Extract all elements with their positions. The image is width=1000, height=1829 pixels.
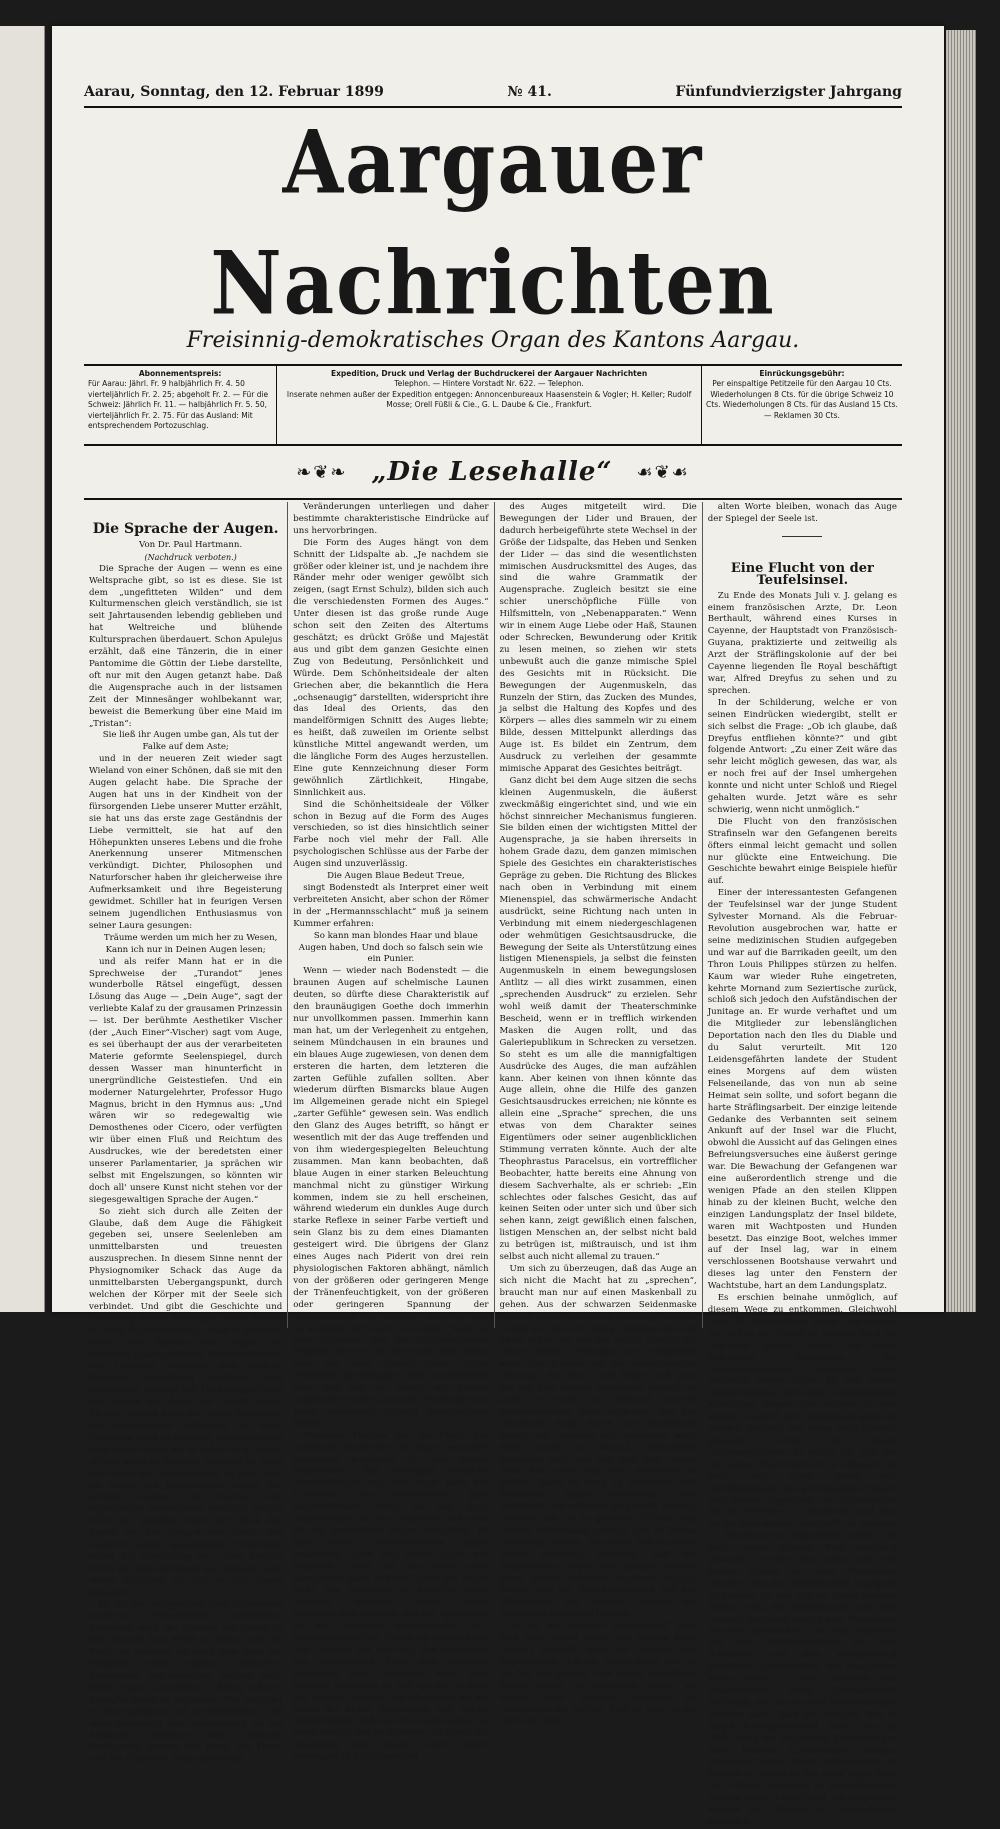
paragraph: und als reifer Mann hat er in die Sprechweise der „Turandot“ jenes wunderbolle Rätsel eingefügt, dessen Lösung das Auge — „Dein Auge“, sagt der verliebte Kalaf zu der grausamen Prinzessin — ist. Der berühmte Aesthetiker Vischer (der „Auch Einer“-Vischer) sagt vom Auge, es sei überhaupt der aus der verarbeiteten Materie geformte Seelenspiegel, durch dessen Wasser man hinunterficht in unergründliche Geistestiefen. Und ein moderner Naturgelehrter, Professor Hugo Magnus, bricht in den Hymnus aus: „Und wären wir so redegewaltig wie Demosthenes oder Cicero, oder verfügten wir über einen Fluß und Reichtum des Ausdruckes, wie der beredetsten einer unserer Parlamentarier, ja sprächen wir selbst mit Engelszungen, so könnten wir doch all' unsere Kunst nicht stehen vor der siegesgewaltigen Sprache der Augen.“ bbox=[89, 956, 283, 1205]
verse: So kann man blondes Haar und blaue Augen haben, Und doch so falsch sein wie ein Punier. bbox=[298, 930, 483, 965]
paragraph: Professor Magnus hat die Frage des seelischen Ausdruckes im Auge besonders eingehend behandelt. Er hat darauf hingewiesen, daß sozusagen seelische Ausstrahlungen aus dem Auge nach der Erkenntnis der Wissenschaft ganz ausgeschlossen seien, da das Auge ausschließlich als ein rezeptives und nicht als ein produktives Organ anzusehen. Er faßt seine Untersuchungen dahin zusammen, „daß das große Auge nur frahlende Feuer mit der Seele nicht aussprühen kann, daß die Pupille des Auges nicht das Mindeste zu schaffen habe, vielmehr lediglich durch einen physikalischen Vorgang, den der Spiegelung an der Hornhaut hervorgerufen sei.“ Dennoch schafft die Forschung hiermit nicht den Umstand aus der Welt, daß tatsächlich das menschliche Auge eine vielleicht manchmal nicht zweifellos klare aber dennoch gesetzlich zu und spricht; es stellt nur andere Zeichen und Merkmale an die Stelle der bisher beachteten. Der Irrtum besteht darin, daß man die Augen selbst zu lesen meinte, was in Wahrheit nur durch die Bewegung des Auges, sowie durch Bewegung in der Umgebung bbox=[293, 1430, 489, 1763]
paragraph: So hat die moderne Wissenschaft wohl dem Auge selbst etwas von seinem alten Nimbus geraubt, aber die Existenz der Augensprache hat sie eindrücklich nun, ja sie hat uns gelehrt, ihre schier unendliche Macht besser zu verstehen, indem sie erwies, über welchen Reichtum an Hilfsmitteln sie verfügt. Und so darf es mit Recht bei dem bbox=[499, 1621, 697, 1727]
expedition-phone: Telephon. — Hintere Vorstadt Nr. 622. — Telephon. bbox=[394, 379, 584, 389]
paragraph: Ganz dicht bei dem Auge sitzen die sechs kleinen Augenmuskeln, die äußerst zweckmäßig eingerichtet sind, und wie ein höchst sinnreicher Mechanismus fungieren. Sie bilden einen der wichtigsten Mittel der Augensprache, ja sie haben ihrerseits in hohem Grade dazu, dem ganzen mimischen Spiele des Gesichtes ein charakteristisches Gepräge zu geben. Die Richtung des Blickes nach oben in Verbindung mit einem Mienenspiel, das schwärmerische Andacht ausdrückt, seine Richtung nach unten in Verbindung mit einem niedergeschlagenen oder wehmütigen Gesichtsausdrucke, die Bewegung der Seite als Unterstützung eines listigen Mienenspiels, ja selbst die feinsten Augenmuskeln in einem bewegungslosen Antlitz — all dies wirkt zusammen, einen „sprechenden Ausdruck“ zu erzielen. Sehr wohl weiß damit der Theaterschminke Bescheid, wenn er in trefflich wirkenden Masken die Augen rollt, und das Galeriepublikum in Schrecken zu versetzen. So steht es um alle die mannigfaltigen Ausdrücke des Auges, die man aufzählen kann. Aber keinen von ihnen könnte das Auge allein, ohne die Hilfe des ganzen Gesichtsausdruckes erreichen; nie könnte es allein eine „Sprache“ sprechen, die uns etwas von dem Charakter seines Eigentümers oder seiner augenblicklichen Stimmung verraten könnte. Auch der alte Theophrastus Paracelsus, ein vortrefflicher Beobachter, hatte bereits eine Ahnung von diesem Sachverhalte, als er schrieb: „Ein schlechtes oder falsches Gesicht, das auf keinen Seiten oder unter sich und über sich sehen kann, zeigt gewißlich einen falschen, listigen Menschen an, der selbst nicht bald zu betrügen ist, mißtrauisch, und ist ihm selbst auch nicht allemal zu trauen.“ bbox=[499, 775, 697, 1263]
paragraph: In der Schilderung, welche er von seinen Eindrücken wiedergibt, stellt er sich selbst die Frage: „Ob ich glaube, daß Dreyfus entfliehen könnte?“ und gibt folgende Antwort: „Zu einer Zeit wäre das sehr leicht möglich gewesen, das war, als er noch frei auf der Insel umhergehen konnte und nicht unter Schloß und Riegel gehalten wurde. Jetzt wäre es sehr schwierig, wenn nicht unmöglich.“ bbox=[707, 697, 897, 815]
section-divider bbox=[782, 536, 822, 537]
column-2 bbox=[288, 502, 494, 1763]
article-columns bbox=[84, 502, 902, 1827]
verse: Die Augen Blaue Bedeut Treue, bbox=[327, 871, 465, 882]
paragraph: Veränderungen unterliegen und daher bestimmte charakteristische Eindrücke auf uns hervorbringen. bbox=[293, 502, 489, 536]
page-stack-edges bbox=[946, 30, 976, 1312]
paragraph: Es erschien beinahe unmöglich, auf diesem Wege zu entkommen. Gleichwohl trieb die Verzweiflung einige Deportierte, ihr Heil in der Flucht zu suchen; doch ihr Beginnen glückte nicht und diese Mißerfolge ermutigten die Zurückgebliebenen. Sylvester allein vertraute seinen Stern. Er war seines Wohlverhaltens und seiner medizinischen Kenntnisse wegen zum Wärter in dem kleinen Lazarett der Teufelsinsel gemacht worden, wodurch ihm etwas mehr Freiheit gelassen wurde, als seinen Leidensgefährten. Er wußte sie gut, um für seinen Fluchtversuch zu arbeiten. Er hatte sich einen Vorrat von Schiffszwieback und getrocknetem Fleisch vom Munde abgedarbt, um Lebensmittel für die Seereise zu bekommen und sich einige Bleckgefäße verschafft, in welchen er Wasservorrat mitnehmen wollte. Er hatte einen eigenen Plan ausfindig gemacht, welcher ihm, wenn auch mit großer Gefahr, zu dem Bootshause brachte, ohne den Schildwachen begegnen zu müssen. Er war sich an einem dunklen Nachte trotz der Schildwachen und dem Lazarett gestiegen und zu dem Bootshause hinunter geschlichen, um sich Abdrücke von den Schlüssellöchern an dem Schlossern und dem Vorlegeschloß desselben zu verschaffen. Mit unsäglicher Mühe hatte er sich hiernach aus entwendetem Draht Nachschlüssel verfertigt, und als er seine Vorbereitungen beendet hatte, kam ein Ereignis, das er längst herbeigewünscht hatte, ihm zu Hilfe, denn die englischen Schilderungen eines kranken Unteroffiziers erlagen, welcher zu seiner Flucht verführt hatte. So begann er, gelang es ihm eines Tages beim Fort William Frederick in Niederländisch-Guyana einem Oberoffizier der englischen Kolonie die Effekten des Unteroffiziers gefunden bbox=[707, 1293, 897, 1827]
paragraph: So zieht sich durch alle Zeiten der Glaube, daß dem Auge die Fähigkeit gegeben sei, unsere Seelenleben am unmittelbarsten und treuesten auszusprechen. In diesem Sinne nennt der Physiognomiker Schack das Auge da unmittelbarsten Uebergangspunkt, durch welchen der Körper mit der Seele sich verbindet. Und gibt die Geschichte und Erfahrung dieser Auffassung nicht Recht? Ist nicht die wunderbare, schier begeisterte Macht der Sprache des Auges von einzelnen geschichtlichen Persönlichkeiten, von Hannibal, Friedrich dem Großen, Bismarck, zuverlässig überliefert und beglaubigt? Bewingt der Tierbändiger nicht die Bestien nur durch die Gewalt seines Blickes? Schloß nicht der große Menschen- und Seelenkenner Talleyrand, um seine Gedanken nicht zu verraten, beim Sprechen gern seine Augen, die er dafür um so weiter öffnete wenn er Anderen zuhörte? Ist nicht die Macht der Augensprache so groß, daß sie selbst den pupillenlosen Augen der antiken Statuen ein reiches und ergreifendes Seelenleben verleiht? Drückt nicht das populäre Wort, der Blick der Augen sei der Spiegel der Seele, den Ausdruck langer gesammelter Erfahrung, selbst die Entstehung der Liebe einfach durch die Umschreibung aus, Jemand habe einem Mädchen zu tief in die Augen geguckt? bbox=[89, 1206, 283, 1598]
insertion-heading: Einrückungsgebühr: bbox=[759, 369, 845, 378]
paragraph: Um sich zu überzeugen, daß das Auge an sich nicht die Macht hat zu „sprechen“, braucht man nur auf einen Maskenball zu gehen. Aus der schwarzen Seidenmaske funkeln uns da zwei eifrig lebendige ein Paar Augen an. Und wie wenig vermögen sie uns da zu sagen, wo uns das übrige Gesicht mit seiner Mimik verborgen ist! Umgekehrt aber: hat Jemand ein gut nachgeahmtes Glasauge, das sich in der Regel auch ganz gut mit dem andern zusammen bewegt, so kann es nicht nur niemand unserer Aufmerksamkeit ganz entgehen, daß das natürliche Auge durch ein künstliches ersetzt ist, sondern wir vermissen auch dann, wenn wir darauf aufmerksam geworden sind, daß das eine Auge etwas mehr hat, nicht aus dem Ausdrucke in beiden. Dabei ist noch zu bemerken, daß künstliche Augen keineswegs sehr individuell und raffiniert hergestellt werden, sondern daß sie in gewissen Größen und Farben fabrikmäßig erzeugt und in Masse vertrieben werden. So erklärt sich auch der früher erwähnte Umstand, daß die pupillenlosen Augen der antiken Statuen einen höchst belebten Ausdruck zeigen, daraus, daß der Gesichtsausdruck und das Mienenspiel des ganzen Gesichts ihn wesentlich bildet und bedingt. bbox=[499, 1264, 697, 1620]
paragraph: und in der neueren Zeit wieder sagt Wieland von einer Schönen, daß sie mit den Augen gelacht habe. Die Sprache der Augen hat uns in der Kindheit von der fürsorgenden Liebe unserer Mutter erzählt, sie hat uns das erste zage Geständnis der Liebe vermittelt, sie hat auf den Höhepunkten unseres Lebens und die frohe Anerkennung unserer Mitmenschen verkündigt. Dichter, Philosophen und Naturforscher haben ihr gleicherweise ihre Aufmerksamkeit und ihre Begeisterung gewidmet. Schiller hat in feurigen Versen seinem jugendlichen Enthusiasmus von seiner Laura gesungen: bbox=[89, 754, 283, 931]
article-headline: Die Sprache der Augen. bbox=[92, 521, 279, 537]
paragraph: Es ist der neugierigen und indiskreten modernen Wissenschaft vorbehalten geblieben, auch die Sprache der Augen in den Bereich ihrer Kritik zu ziehen und die Frage zu erörtern, ob denn dem Auge die Fähigkeit eines eigenen seelischen Ausdruckes zugesprochen werden darf. Diese Frage ist zunächst in Bezug auf den Augapfel selbst zu verneinen. Der Augapfel ist bewegungslos und unveränderlich, und ohne Bewegung und Veränderung ist ein Ausdruck überhaupt nicht denkbar. Dahingegen können die Form, die Farbe und der Glanz des Auges allerdings bbox=[89, 1599, 283, 1765]
subscription-box bbox=[84, 366, 277, 444]
paragraph: Zu Ende des Monats Juli v. J. gelang es einem französischen Arzte, Dr. Leon Berthault, während eines Kurses in Cayenne, der Hauptstadt von Französisch-Guyana, praktizierte und zeitweilig als Arzt der Sträflingskolonie auf der bei Cayenne liegenden Île Royal beschäftigt war, Alfred Dreyfus zu sehen und zu sprechen. bbox=[707, 590, 897, 696]
ornament-left-icon: ❧❦❧ bbox=[296, 461, 348, 483]
reprint-note: (Nachdruck verboten.) bbox=[144, 552, 237, 562]
paragraph: Die Flucht von den französischen Strafinseln war den Gefangenen bereits öfters einmal leicht gemacht und sollen nur glückte eine Entweichung. Die Geschichte bewahrt einige Beispiele hiefür auf. bbox=[707, 816, 897, 887]
paragraph: des Auges mitgeteilt wird. Die Bewegungen der Lider und Brauen, der dadurch herbeigeführte stete Wechsel in der Größe der Lidspalte, das Heben und Senken der Lider — das sind die wesentlichsten mimischen Ausdrucksmittel des Auges, das sind die wahre Grammatik der Augensprache. Zugleich besitzt sie eine schier unerschöpfliche Fülle von Hilfsmitteln, von „Nebenapparaten.“ Wenn wir in einem Auge Liebe oder Haß, Staunen oder Schrecken, Bewunderung oder Kritik zu lesen meinen, so ziehen wir stets unbewußt auch die ganze mimische Spiel des Gesichts mit in Rücksicht. Die Bewegungen der Augenmuskeln, das Runzeln der Stirn, das Zucken des Mundes, ja selbst die Haltung des Kopfes und des Körpers — alles dies sammeln wir zu einem Bilde, dessen Mittelpunkt allerdings das Auge ist. Es bildet ein Zentrum, dem Ausdruck zu verleihen der gesammte mimische Apparat des Gesichtes beiträgt. bbox=[499, 502, 697, 774]
paragraph: Die Sprache der Augen — wenn es eine Weltsprache gibt, so ist es diese. Sie ist dem „ungefitteten Wilden“ und dem Kulturmenschen gleich verständlich, sie ist seit Jahrtausenden lebendig geblieben und hat Weltreiche und blühende Kultursprachen überdauert. Schon Apulejus erzählt, daß eine Tänzerin, die in einer Pantomime die Göttin der Liebe darstellte, oft nur mit den Augen getanzt habe. Daß die Augensprache auch in der listsamen Zeit der Minnesänger wohlbekannt war, beweist die Bemerkung über eine Maid im „Tristan“: bbox=[89, 563, 283, 729]
paragraph: Die Form des Auges hängt von dem Schnitt der Lidspalte ab. „Je nachdem sie größer oder kleiner ist, und je nachdem ihre Ränder mehr oder weniger gewölbt sich zeigen, (sagt Ernst Schulz), bilden sich auch die verschiedensten Formen des Auges.“ Unter diesen ist das große runde Auge schon seit den Zeiten des Altertums geschätzt; es drückt Größe und Majestät aus und gibt dem ganzen Gesichte einen Zug von Bedeutung, Persönlichkeit und Würde. Dem Schönheitsideale der alten Griechen aber, die bekanntlich die Hera „ochsenaugig“ darstellten, widerspricht ihre das Ideal des Orients, das den mandelförmigen Schnitt des Auges liebte; es heißt, daß zuweilen im Oriente selbst künstliche Mittel angewandt werden, um die längliche Form des Auges herzustellen. Eine gute Kennzeichnung dieser Form gewöhnlich Zärtlichkeit, Hingabe, Sinnlichkeit aus. bbox=[293, 537, 489, 798]
column-3 bbox=[495, 502, 703, 1727]
paragraph: Wenn — wieder nach Bodenstedt — die braunen Augen auf schelmische Launen deuten, so dürfte diese Charakteristik auf den braunäugigen Goethe doch immerhin nur unvollkommen passen. Immerhin kann man hat, um der Verlegenheit zu entgehen, seinem Mündchausen in ein braunes und ein blaues Auge zugewiesen, von denen dem ersteren die harten, dem letzteren die zarten Gefühle zufallen sollten. Aber wiederum dürften Bismarcks blaue Augen im Allgemeinen gerade nicht ein Spiegel „zarter Gefühle“ gewesen sein. Was endlich den Glanz des Auges betrifft, so hängt er wesentlich mit der das Auge treffenden und von ihm wiedergespiegelten Beleuchtung zusammen. Man kann beobachten, daß blaue Augen in einer starken Beleuchtung manchmal nicht zu günstiger Wirkung kommen, indem sie zu hell erscheinen, während wiederum ein dunkles Auge durch starke Reflexe in seiner Farbe vertieft und sein Glanz bis zu dem eines Diamanten gesteigert wird. Die übrigens der Glanz eines Auges nach Piderit von drei rein physiologischen Faktoren abhängt, nämlich von der größeren oder geringeren Menge der Tränenfeuchtigkeit, von der größeren oder geringeren Spannung der Augapfelhäute und von der Farbe der Iris, so kommen wir auch von dieser Seite zu dem Ergebnis, daß die psychologischen Begriffe, die wir mit der Form oder Farbe oder mit dem Glanze eines Auges verbinden, physiologisch nicht nachweisbar sind, und daß sie ferner, wie bereits angedeutet wurde, auch der Erfahrung noch keine allgemeine Geltung beanspruchen können. bbox=[293, 966, 489, 1429]
subscription-text: Für Aarau: Jährl. Fr. 9 halbjährlich Fr. 4. 50 vierteljährlich Fr. 2. 25; abgeholt Fr. 2. — Für die Schweiz: Jährlich Fr. 11. — halbjährlich Fr. 5. 50, vierteljährlich Fr. 2. 75. Für das Ausland: Mit entsprechendem Portozuschlag. bbox=[88, 379, 269, 431]
paragraph: Einer der interessantesten Gefangenen der Teufelsinsel war der junge Student Sylvester Mornand. Als die Februar-Revolution ausgebrochen war, hatte er seine medizinischen Studien aufgegeben und war auf die Barrikaden geeilt, um den Thron Louis Philippes stürzen zu helfen. Kaum war wieder Ruhe eingetreten, kehrte Mornand zum Seziertische zurück, schloß sich jedoch den Aufständischen der Junitage an. Er wurde verhaftet und um die Mitglieder zur lebenslänglichen Deportation nach den Iles du Diable und du Salut verurteilt. Mit 120 Leidensgefährten landete der Student eines Morgens auf dem wüsten Felseneilande, das von nun ab seine Heimat sein sollte, und sofort begann die harte Sträflingsarbeit. Der einzige leitende Gedanke des Verbannten seit seinem Ankunft auf der Insel war die Flucht, obwohl die Aussicht auf das Gelingen eines Befreiungsversuches eine äußerst geringe war. Die Bewachung der Gefangenen war eine außerordentlich strenge und die wenigen Pfade an den steilen Klippen hinab zu der kleinen Bucht, welche den einzigen Landungsplatz der Insel bildete, waren mit Wachtposten und Hunden besetzt. Das einzige Boot, welches immer auf der Insel lag, war in einem verschlossenen Bootshause verwahrt und dieses lag unter den Fenstern der Wachtstube, hart an dem Landungsplatz. bbox=[707, 888, 897, 1292]
insertion-box bbox=[702, 366, 902, 444]
expedition-box bbox=[277, 366, 702, 444]
volume: Fünfundvierzigster Jahrgang bbox=[675, 84, 902, 100]
masthead: Aargauer Nachrichten bbox=[210, 112, 776, 335]
place-date: Aarau, Sonntag, den 12. Februar 1899 bbox=[84, 84, 384, 100]
feuilleton-header bbox=[84, 446, 902, 500]
insertion-text: Per einspaltige Petitzeile für den Aargau 10 Cts. Wiederholungen 8 Cts. für die übrige Schweiz 10 Cts. Wiederholungen 8 Cts. für das Ausland 15 Cts. — Reklamen 30 Cts. bbox=[706, 379, 898, 420]
masthead-subtitle: Freisinnig-demokratisches Organ des Kantons Aargau. bbox=[186, 328, 800, 353]
expedition-text: Inserate nehmen außer der Expedition entgegen: Annoncenbureaux Haasenstein & Vogler; H. Keller; Rudolf Mosse; Orell Füßli & Cie., G. L. Daube & Cie., Frankfurt. bbox=[286, 389, 692, 410]
feuilleton-title: „Die Lesehalle“ bbox=[371, 457, 613, 487]
column-1 bbox=[84, 502, 288, 1765]
issue-number: № 41. bbox=[507, 84, 552, 100]
expedition-heading: Expedition, Druck und Verlag der Buchdruckerei der Aargauer Nachrichten bbox=[330, 369, 648, 378]
article-byline: Von Dr. Paul Hartmann. bbox=[139, 539, 243, 550]
subscription-heading: Abonnementspreis: bbox=[138, 369, 222, 378]
info-bar bbox=[84, 364, 902, 446]
newspaper-content bbox=[84, 84, 902, 1827]
paragraph: alten Worte bleiben, wonach das Auge der Spiegel der Seele ist. bbox=[707, 502, 897, 524]
article-headline-2: Eine Flucht von der Teufelsinsel. bbox=[730, 560, 874, 588]
verse: Träume werden um mich her zu Wesen, Kann ich nur in Deinen Augen lesen; bbox=[103, 932, 278, 955]
paragraph: Sind die Schönheitsideale der Völker schon in Bezug auf die Form des Auges verschieden, so ist dies hinsichtlich seiner Farbe noch viel mehr der Fall. Alle psychologischen Schlüsse aus der Farbe der Augen sind unzuverlässig. bbox=[293, 799, 489, 870]
column-4 bbox=[703, 502, 902, 1827]
adjacent-page-edge bbox=[0, 26, 45, 1312]
verse: Sie ließ ihr Augen umbe gan, Als tut der Falke auf dem Aste; bbox=[102, 730, 279, 753]
paragraph: singt Bodenstedt als Interpret einer weit verbreiteten Ansicht, aber schon der Römer in der „Hermannsschlacht“ muß ja seinem Kummer erfahren: bbox=[293, 883, 489, 929]
ornament-right-icon: ☙❦☙ bbox=[636, 461, 690, 483]
